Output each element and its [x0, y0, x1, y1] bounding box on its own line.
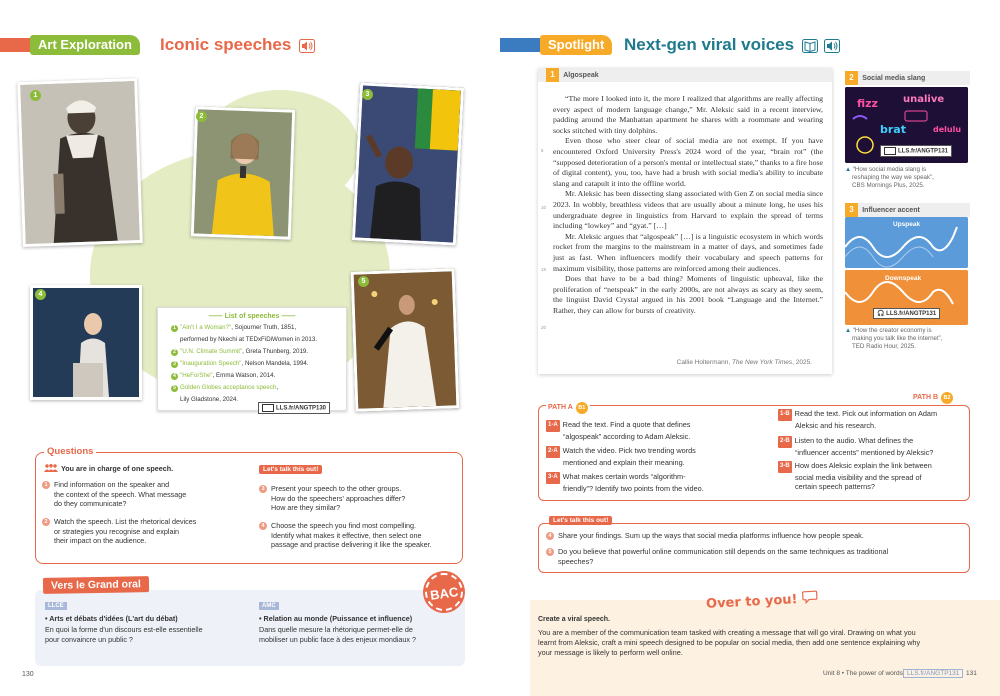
footer-link[interactable]: LLS.fr/ANGTP131 — [903, 669, 963, 678]
downspeak-label: Downspeak — [885, 275, 922, 282]
speech-number: 5 — [171, 385, 178, 392]
task-text: What makes certain words “algorithm- — [562, 472, 686, 481]
llce-text-1: En quoi la forme d'un discours est-elle essentielle — [45, 625, 203, 634]
speech-item-1[interactable] — [171, 324, 296, 332]
video-link-text: LLS.fr/ANGTP131 — [898, 148, 949, 155]
list-title-text: List of speeches — [224, 313, 280, 320]
llce-tag: LLCE — [45, 602, 67, 610]
photo-emma-watson — [30, 285, 142, 400]
accent-number: 3 — [845, 203, 858, 217]
questions-title: Questions — [44, 446, 96, 457]
page-title — [160, 34, 315, 56]
line-number: 20 — [541, 325, 547, 330]
task-text: mentioned and explain their meaning. — [563, 457, 685, 467]
task-tag: 1-A — [546, 420, 560, 432]
path-b-task-3 — [778, 461, 932, 492]
speech-number: 3 — [171, 361, 178, 368]
speech-name: "HeForShe" — [180, 372, 213, 379]
video-link-button[interactable] — [258, 402, 330, 414]
path-b-task-2 — [778, 436, 933, 457]
speech-item-5[interactable] — [171, 384, 278, 392]
group-icon — [44, 464, 58, 472]
question-2 — [42, 517, 196, 546]
question-1 — [42, 480, 186, 509]
page-title-text: Iconic speeches — [160, 35, 292, 54]
source-author: Callie Holtermann, — [676, 359, 732, 366]
question-4-right — [546, 531, 864, 541]
page-number-left: 130 — [22, 671, 34, 678]
question-3 — [259, 484, 405, 513]
source-publication: The New York Times — [731, 359, 793, 366]
speech-number: 1 — [171, 325, 178, 332]
photo-number-5: 5 — [358, 276, 369, 287]
photo-number-2: 2 — [196, 111, 207, 122]
slang-label — [845, 71, 925, 85]
speech-item-4[interactable] — [171, 372, 275, 380]
question-text: the context of the speech. What message — [54, 489, 187, 499]
line-number: 5 — [541, 148, 544, 153]
lets-talk-tag: Let's talk this out! — [549, 516, 612, 525]
photo-sojourner-truth — [17, 78, 143, 247]
question-text: their impact on the audience. — [54, 536, 147, 545]
path-a-title — [546, 402, 590, 414]
photo-number-4: 4 — [35, 289, 46, 300]
question-text: or strategies you recognise and explain — [54, 526, 180, 536]
sojourner-truth-image — [20, 81, 139, 244]
question-text: Find information on the speaker and — [54, 480, 170, 489]
task-text: Read the text. Pick out information on Adam — [794, 409, 938, 418]
question-5-right — [546, 547, 888, 566]
speech-item-1-detail — [180, 336, 317, 344]
question-text: Identify what makes it effective, then select one — [271, 530, 422, 540]
llce-title: • Arts et débats d'idées (L'art du débat) — [45, 614, 178, 623]
question-text: Choose the speech you find most compelling. — [271, 521, 417, 530]
article-paragraph: Even those who steer clear of social media are not exempt. If you have encountered Oxford University Press's 2024 word of the year, “brain rot” (the “supposed deterioration of a person's mental or intellectual state,” thanks to a fire hose of digital content), you, too, have had a brush with social media's ability to incubate slang and catapult it into the offline world. — [553, 136, 823, 188]
article-body — [553, 94, 823, 316]
question-text: do they communicate? — [54, 499, 127, 508]
photo-number-3: 3 — [362, 89, 373, 100]
play-triangle-icon: ▲ — [845, 327, 852, 334]
amc-title: • Relation au monde (Puissance et influence) — [259, 614, 413, 623]
accent-label-text: Influencer accent — [862, 207, 920, 214]
grand-oral-title: Vers le Grand oral — [43, 576, 149, 594]
question-4 — [259, 521, 432, 550]
audio-link-text: LLS.fr/ANGTP131 — [886, 311, 937, 317]
speech-details: , Greta Thunberg, 2019. — [242, 348, 309, 355]
accent-caption — [845, 327, 942, 351]
book-icon[interactable] — [802, 39, 818, 53]
video-link-button[interactable] — [880, 145, 952, 157]
caption-line: TED Radio Hour, 2025. — [852, 343, 916, 350]
play-triangle-icon: ▲ — [845, 166, 852, 173]
neon-word: brat — [880, 123, 906, 136]
speech-item-2[interactable] — [171, 348, 308, 356]
task-tag: 2-A — [546, 446, 560, 458]
speech-item-5-detail — [180, 396, 238, 404]
task-text: How does Aleksic explain the link between — [794, 461, 932, 470]
path-a-text: PATH A — [548, 404, 573, 411]
caption-line: reshaping the way we speak”, — [852, 174, 934, 181]
task-text: friendly”? Identify two points from the video. — [563, 483, 704, 493]
photo-number-1: 1 — [30, 90, 41, 101]
speech-number: 2 — [171, 349, 178, 356]
video-screen-icon — [884, 147, 896, 155]
question-text: How are they similar? — [271, 503, 341, 512]
question-number: 2 — [42, 518, 50, 526]
emma-watson-image — [33, 288, 139, 397]
path-b-title — [911, 392, 955, 404]
question-number: 4 — [546, 532, 554, 540]
section-tag-art-exploration: Art Exploration — [30, 35, 140, 55]
speech-number: 4 — [171, 373, 178, 380]
question-text: Watch the speech. List the rhetorical devices — [54, 517, 197, 526]
page-title-text: Next-gen viral voices — [624, 35, 795, 54]
caption-line: “How the creator economy is — [852, 327, 932, 334]
accent-label — [845, 203, 920, 217]
path-a-task-3 — [546, 472, 704, 493]
question-text: Share your findings. Sum up the ways that social media platforms influence how people speak. — [558, 531, 864, 540]
article-paragraph: Does that have to be a bad thing? Moments of linguistic upheaval, like the proliferation of “netspeak” in the early 2000s, are not always as scary as they seem, the linguist David Crystal argued in his 2001 book “Language and the Internet.” Rather, they can allow for bursts of creativity. — [553, 274, 823, 315]
task-text: “algospeak” according to Adam Aleksic. — [563, 431, 691, 441]
over-text-2: learnt from Aleksic, craft a mini speech designed to be popular on social media, then add one sentence explaining why — [538, 638, 921, 647]
greta-thunberg-image — [194, 109, 292, 236]
upspeak-graphic — [845, 217, 968, 268]
lily-gladstone-image — [354, 271, 457, 408]
questions-intro-text: You are in charge of one speech. — [61, 464, 174, 473]
footer-unit: Unit 8 • The power of words — [823, 670, 903, 677]
article-paragraph: Mr. Aleksic argues that “algospeak” […] is a linguistic ecosystem in which words rocket from the margins to the mainstream in a matter of days, and sometimes fade just as fast. When influencers modify their vocabulary and speech patterns for maximum visibility, those patterns are reinforced among their audiences. — [553, 231, 823, 273]
audio-speaker-icon[interactable] — [824, 39, 840, 53]
task-tag: 2-B — [778, 436, 792, 448]
over-title-text: Over to you! — [705, 592, 798, 612]
speech-item-3[interactable] — [171, 360, 309, 368]
article-source — [677, 359, 812, 366]
task-text: Watch the video. Pick two trending words — [562, 446, 696, 455]
speech-name: "Inauguration Speech" — [180, 360, 242, 367]
level-badge: B1 — [576, 402, 588, 414]
question-text: Present your speech to the other groups. — [271, 484, 402, 493]
slang-label-text: Social media slang — [862, 75, 926, 82]
task-text: Listen to the audio. What defines the — [794, 436, 914, 445]
speech-details: performed by Nkechi at TEDxFiDiWomen in 2013. — [180, 336, 317, 343]
task-text: Read the text. Find a quote that defines — [562, 420, 691, 429]
llce-text-2: pour convaincre un public ? — [45, 635, 133, 644]
speech-bubble-icon — [802, 590, 819, 604]
upspeak-label: Upspeak — [893, 221, 921, 228]
speech-details: , Sojourner Truth, 1851, — [231, 324, 297, 331]
over-text-3: your message is likely to perform well online. — [538, 648, 683, 657]
bac-badge: BAC — [423, 571, 466, 614]
speech-details: , Nelson Mandela, 1994. — [241, 360, 309, 367]
list-title: —— List of speeches —— — [208, 313, 296, 320]
audio-link-button[interactable] — [873, 308, 940, 319]
speech-details: , — [276, 384, 279, 391]
article-number: 1 — [546, 68, 559, 82]
path-b-task-1 — [778, 409, 937, 430]
task-text: Aleksic and his research. — [795, 420, 877, 430]
photo-lily-gladstone — [351, 268, 460, 412]
path-a-task-1 — [546, 420, 690, 441]
question-number: 5 — [546, 548, 554, 556]
task-text: certain speech patterns? — [795, 482, 875, 491]
speech-name: Golden Globes acceptance speech — [180, 384, 277, 391]
page-title-right — [624, 34, 840, 56]
question-number: 4 — [259, 522, 267, 530]
amc-text-1: Dans quelle mesure la rhétorique permet-elle de — [259, 625, 413, 634]
page-number-right: 131 — [966, 670, 977, 677]
article-label-text: Algospeak — [563, 72, 599, 79]
article-paragraph: Mr. Aleksic has been dissecting slang associated with Gen Z on social media since 2023. In wobbly, breathless videos that are usually about a minute long, he uses his undergraduate degree in linguistics from Harvard to explain the spread of terms including “lowkey” and “gyat.” […] — [553, 189, 823, 231]
line-number: 15 — [541, 267, 547, 272]
speech-name: "U.N. Climate Summit" — [180, 348, 243, 355]
question-text: speeches? — [558, 556, 594, 566]
level-badge: B2 — [941, 392, 953, 404]
question-text: Do you believe that powerful online communication still depends on the same techniques as traditional — [558, 547, 889, 556]
nelson-mandela-image — [355, 86, 461, 243]
article-paragraph: “The more I looked into it, the more I realized that algorithms are really affecting every aspect of modern language change,” Mr. Aleksic said in a recent interview, padding around the Manhattan apartment he shares with a roommate and wearing socks stitched with tiny dolphins. — [553, 94, 823, 135]
photo-greta-thunberg — [191, 106, 295, 239]
task-tag: 1-B — [778, 409, 792, 421]
path-b-text: PATH B — [913, 394, 939, 401]
over-text-1: You are a member of the communication team tasked with creating a message that will go viral. Drawing on what you — [538, 628, 916, 637]
task-tag: 3-A — [546, 472, 560, 484]
source-year: , 2025. — [792, 359, 812, 366]
headphones-icon: 🎧 — [877, 311, 885, 317]
question-number: 3 — [259, 485, 267, 493]
video-screen-icon — [262, 404, 274, 412]
audio-speaker-icon[interactable] — [299, 39, 315, 53]
question-text: How do the speechers' approaches differ? — [271, 493, 406, 503]
question-text: passage and practise delivering it like the speaker. — [271, 540, 432, 549]
question-number: 1 — [42, 481, 50, 489]
neon-word: delulu — [933, 125, 962, 134]
caption-line: making you talk like the internet”, — [852, 335, 943, 342]
slang-caption — [845, 166, 934, 190]
over-subtitle: Create a viral speech. — [538, 616, 610, 623]
neon-word: unalive — [903, 94, 945, 105]
lets-talk-tag: Let's talk this out! — [259, 465, 322, 474]
line-number: 10 — [541, 205, 547, 210]
speech-name: "Ain't I a Woman?" — [180, 324, 232, 331]
task-text: social media visibility and the spread of — [795, 472, 922, 482]
caption-line: “How social media slang is — [852, 166, 927, 173]
neon-word: fizz — [857, 97, 878, 110]
caption-line: CBS Mornings Plus, 2025. — [852, 182, 925, 189]
video-link-text: LLS.fr/ANGTP130 — [276, 405, 327, 412]
section-tag-spotlight: Spotlight — [540, 35, 612, 55]
speech-details: , Emma Watson, 2014. — [212, 372, 276, 379]
path-a-task-2 — [546, 446, 696, 467]
upspeak-wave — [845, 217, 968, 268]
questions-intro — [44, 464, 173, 474]
task-tag: 3-B — [778, 461, 792, 473]
photo-nelson-mandela — [352, 82, 464, 245]
task-text: “influencer accents” mentioned by Aleksic? — [795, 447, 934, 457]
amc-tag: AMC — [259, 602, 279, 610]
speech-details: Lily Gladstone, 2024. — [180, 396, 239, 403]
amc-text-2: mobiliser un public face à des enjeux mondiaux ? — [259, 635, 417, 644]
slang-number: 2 — [845, 71, 858, 85]
article-label — [546, 68, 599, 82]
